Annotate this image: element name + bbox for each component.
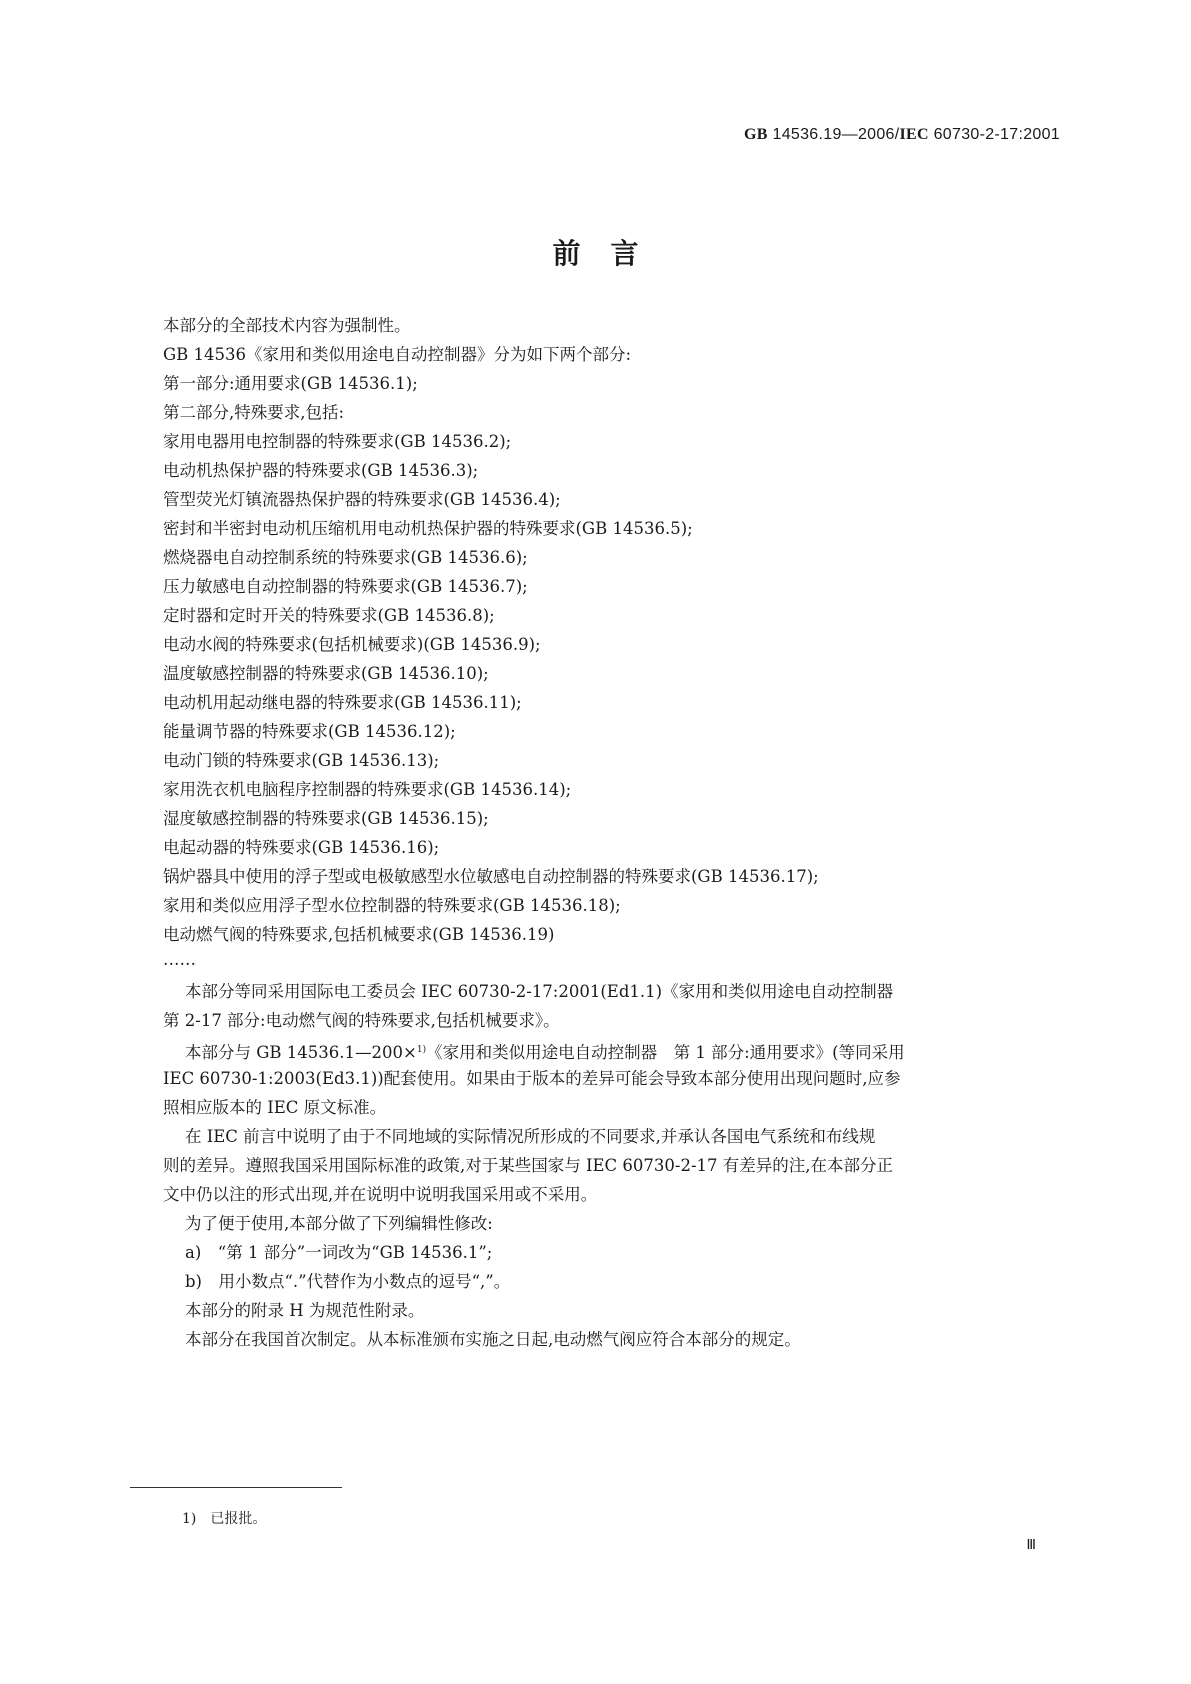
paragraph-line: 文中仍以注的形式出现,并在说明中说明我国采用或不采用。 — [163, 1185, 598, 1204]
list-item: 电动机用起动继电器的特殊要求(GB 14536.11); — [163, 693, 522, 712]
list-item-a: a) “第 1 部分”一词改为“GB 14536.1”; — [185, 1243, 493, 1262]
paragraph-line: 本部分等同采用国际电工委员会 IEC 60730-2-17:2001(Ed1.1)《家用和类似用途电自动控制器 — [185, 982, 894, 1001]
paragraph-line: 则的差异。遵照我国采用国际标准的政策,对于某些国家与 IEC 60730-2-17 有差异的注,在本部分正 — [163, 1156, 894, 1175]
paragraph-text: 《家用和类似用途电自动控制器 第 1 部分:通用要求》(等同采用 — [426, 1043, 905, 1062]
paragraph-line — [185, 1040, 905, 1063]
paragraph-line: 照相应版本的 IEC 原文标准。 — [163, 1098, 387, 1117]
paragraph-line: 第 2-17 部分:电动燃气阀的特殊要求,包括机械要求》。 — [163, 1011, 560, 1030]
footnote: 1) 已报批。 — [182, 1511, 267, 1527]
footnote-divider — [130, 1487, 342, 1488]
list-item: 电起动器的特殊要求(GB 14536.16); — [163, 838, 440, 857]
list-item: 密封和半密封电动机压缩机用电动机热保护器的特殊要求(GB 14536.5); — [163, 519, 693, 538]
iec-prefix: IEC — [899, 126, 929, 143]
document-header — [744, 126, 1060, 144]
list-item: 压力敏感电自动控制器的特殊要求(GB 14536.7); — [163, 577, 528, 596]
std-number: 14536.19—2006/ — [772, 126, 900, 143]
list-item: 燃烧器电自动控制系统的特殊要求(GB 14536.6); — [163, 548, 528, 567]
page-title: 前言 — [552, 237, 669, 270]
list-item: 电动燃气阀的特殊要求,包括机械要求(GB 14536.19) — [163, 925, 555, 944]
list-item: 能量调节器的特殊要求(GB 14536.12); — [163, 722, 456, 741]
iec-number: 60730-2-17:2001 — [933, 126, 1060, 143]
paragraph-line: IEC 60730-1:2003(Ed3.1))配套使用。如果由于版本的差异可能会导致本部分使用出现问题时,应参 — [163, 1069, 901, 1088]
list-item: 家用和类似应用浮子型水位控制器的特殊要求(GB 14536.18); — [163, 896, 621, 915]
list-item: 湿度敏感控制器的特殊要求(GB 14536.15); — [163, 809, 489, 828]
list-item: 锅炉器具中使用的浮子型或电极敏感型水位敏感电自动控制器的特殊要求(GB 14536.17); — [163, 867, 819, 886]
paragraph-line: 本部分的附录 H 为规范性附录。 — [185, 1301, 425, 1320]
list-item: 电动水阀的特殊要求(包括机械要求)(GB 14536.9); — [163, 635, 541, 654]
paragraph-line: 本部分在我国首次制定。从本标准颁布实施之日起,电动燃气阀应符合本部分的规定。 — [185, 1330, 801, 1349]
list-item-b: b) 用小数点“.”代替作为小数点的逗号“,”。 — [185, 1272, 511, 1291]
intro-line: GB 14536《家用和类似用途电自动控制器》分为如下两个部分: — [163, 345, 632, 364]
std-prefix: GB — [744, 126, 768, 143]
paragraph-text: 本部分与 GB 14536.1—200× — [185, 1043, 417, 1062]
list-item: 温度敏感控制器的特殊要求(GB 14536.10); — [163, 664, 489, 683]
list-item: 电动门锁的特殊要求(GB 14536.13); — [163, 751, 440, 770]
list-item: 家用电器用电控制器的特殊要求(GB 14536.2); — [163, 432, 512, 451]
list-item: 管型荧光灯镇流器热保护器的特殊要求(GB 14536.4); — [163, 490, 561, 509]
paragraph-line: 在 IEC 前言中说明了由于不同地域的实际情况所形成的不同要求,并承认各国电气系统和布线规 — [185, 1127, 876, 1146]
list-item: 家用洗衣机电脑程序控制器的特殊要求(GB 14536.14); — [163, 780, 572, 799]
intro-line: 本部分的全部技术内容为强制性。 — [163, 316, 411, 335]
footnote-ref: 1) — [416, 1045, 427, 1055]
intro-line: 第二部分,特殊要求,包括: — [163, 403, 345, 422]
list-item: 定时器和定时开关的特殊要求(GB 14536.8); — [163, 606, 495, 625]
intro-line: 第一部分:通用要求(GB 14536.1); — [163, 374, 418, 393]
page-number: Ⅲ — [1026, 1538, 1036, 1553]
paragraph-line: 为了便于使用,本部分做了下列编辑性修改: — [185, 1214, 493, 1233]
ellipsis: …… — [163, 950, 196, 969]
list-item: 电动机热保护器的特殊要求(GB 14536.3); — [163, 461, 479, 480]
